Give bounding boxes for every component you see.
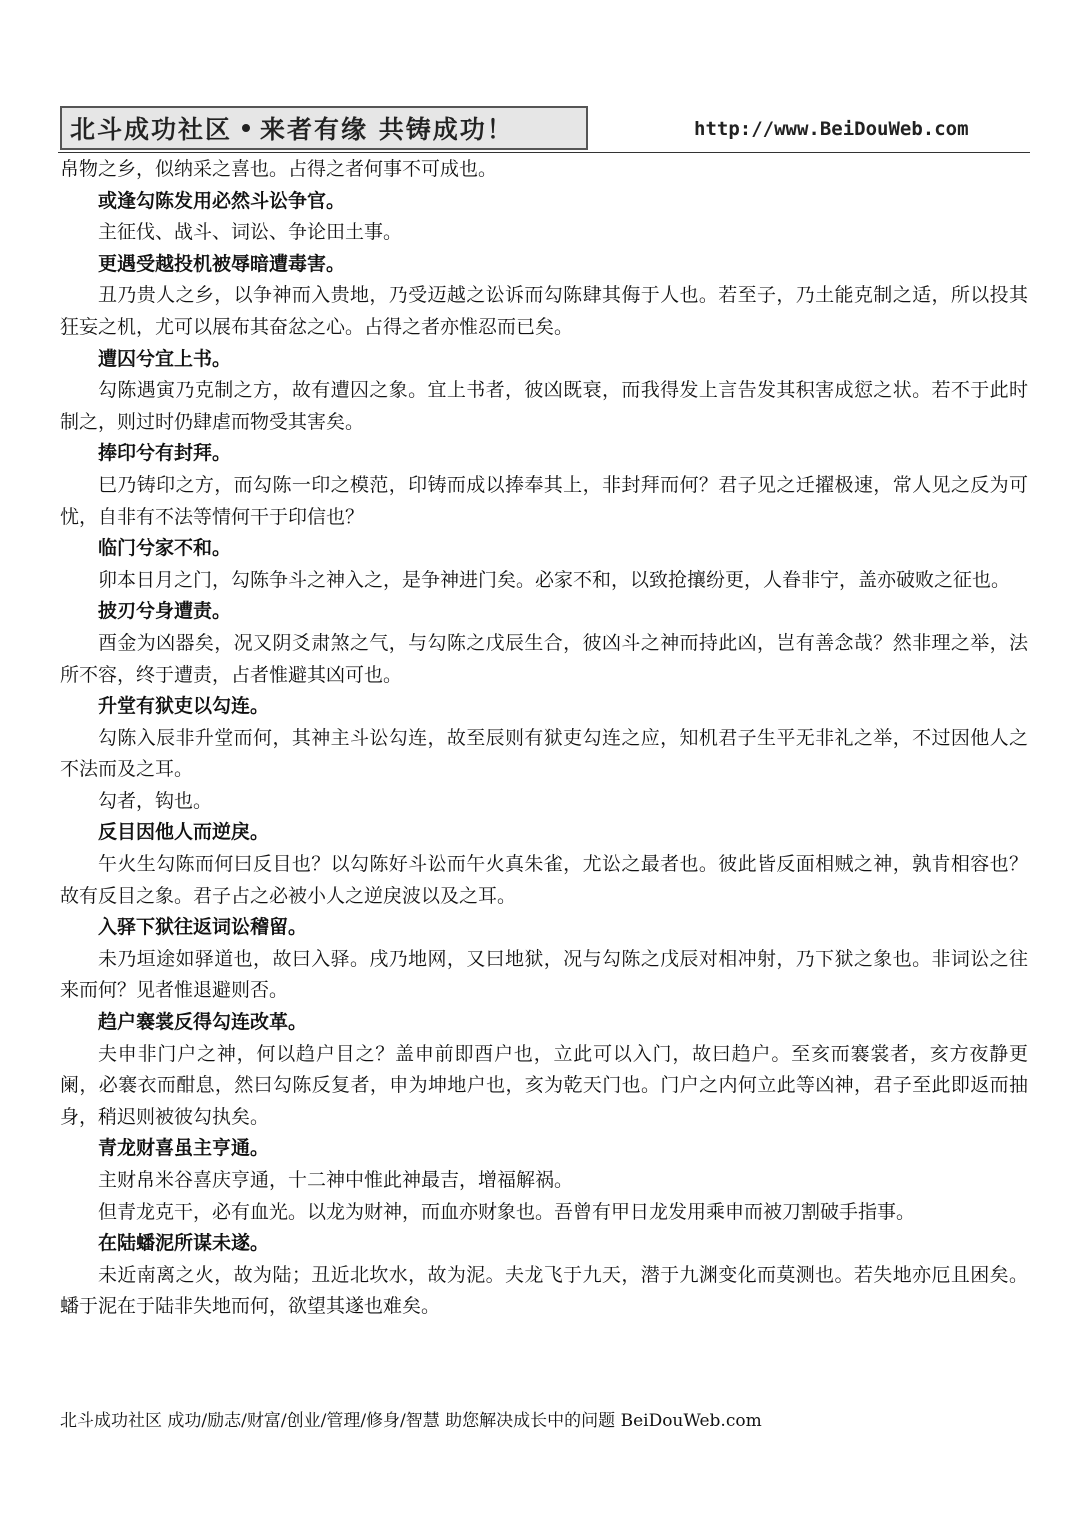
banner-site-name: 北斗成功社区 [70,115,233,144]
commentary-paragraph: 勾陈入辰非升堂而何，其神主斗讼勾连，故至辰则有狱吏勾连之应，知机君子生平无非礼之举，不过因他人之不法而及之耳。 [60,726,1028,781]
commentary-paragraph: 主征伐、战斗、词讼、争论田土事。 [98,221,403,244]
verse-heading: 临门兮家不和。 [98,537,232,560]
commentary-paragraph: 但青龙克干，必有血光。以龙为财神，而血亦财象也。吾曾有甲日龙发用乘申而被刀割破手指事。 [98,1200,916,1223]
commentary-paragraph: 未乃垣途如驿道也，故曰入驿。戌乃地网，又曰地狱，况与勾陈之戊辰对相冲射，乃下狱之象也。非词讼之往来而何？见者惟退避则否。 [60,947,1028,1002]
verse-heading: 披刃兮身遭责。 [98,600,232,623]
verse-heading: 捧印兮有封拜。 [98,442,232,465]
verse-heading: 青龙财喜虽主亨通。 [98,1137,270,1160]
verse-heading: 在陆蟠泥所谋未遂。 [98,1232,270,1255]
commentary-paragraph: 未近南离之火，故为陆；丑近北坎水，故为泥。夫龙飞于九天，潜于九渊变化而莫测也。若失地亦厄且困矣。蟠于泥在于陆非失地而何，欲望其遂也难矣。 [60,1263,1028,1318]
page-footer: 北斗成功社区 成功/励志/财富/创业/管理/修身/智慧 助您解决成长中的问题 BeiDouWeb.com [60,1411,762,1431]
verse-heading: 反目因他人而逆戾。 [98,821,270,844]
commentary-paragraph: 勾陈遇寅乃克制之方，故有遭囚之象。宜上书者，彼凶既衰，而我得发上言告发其积害成愆之状。若不于此时制之，则过时仍肆虐而物受其害矣。 [60,379,1028,433]
commentary-paragraph: 巳乃铸印之方，而勾陈一印之模范，印铸而成以捧奉其上，非封拜而何？君子见之迁擢极速，常人见之反为可忧，自非有不法等情何干于印信也？ [60,473,1028,528]
commentary-paragraph: 酉金为凶器矣，况又阴爻肃煞之气，与勾陈之戊辰生合，彼凶斗之神而持此凶，岂有善念哉？然非理之举，法所不容，终于遭责，占者惟避其凶可也。 [60,631,1028,686]
verse-heading: 趋户褰裳反得勾连改革。 [98,1011,308,1034]
header-url[interactable]: http://www.BeiDouWeb.com [694,118,969,140]
commentary-paragraph: 勾者，钩也。 [98,789,213,812]
verse-heading: 入驿下狱往返词讼稽留。 [98,916,308,939]
verse-heading: 遭囚兮宜上书。 [98,347,232,370]
commentary-paragraph: 午火生勾陈而何曰反目也？以勾陈好斗讼而午火真朱雀，尤讼之最者也。彼此皆反面相贼之神，孰肯相容也？故有反目之象。君子占之必被小人之逆戾波以及之耳。 [60,853,1028,907]
verse-heading: 升堂有狱吏以勾连。 [98,695,270,718]
text-blocks [60,186,1028,1323]
verse-heading: 更遇受越投机被辱暗遭毒害。 [98,252,346,275]
commentary-paragraph: 夫申非门户之神，何以趋户目之？盖申前即酉户也，立此可以入门，故曰趋户。至亥而褰裳者，亥方夜静更阑，必褰衣而酣息，然曰勾陈反复者，申为坤地户也，亥为乾天门也。门户之内何立此等凶神，君子至此即返而抽身，稍迟则被彼勾执矣。 [60,1042,1028,1128]
header-banner [60,106,588,150]
commentary-paragraph: 主财帛米谷喜庆亨通，十二神中惟此神最吉，增福解祸。 [98,1169,574,1191]
commentary-paragraph: 卯本日月之门，勾陈争斗之神入之，是争神进门矣。必家不和，以致抢攘纷更，人眷非宁，盖亦破败之征也。 [98,568,1011,591]
bullet-dot-icon [242,124,250,132]
banner-slogan: 来者有缘 共铸成功！ [260,115,514,144]
continued-line: 帛物之乡，似纳采之喜也。占得之者何事不可成也。 [60,158,498,180]
verse-heading: 或逢勾陈发用必然斗讼争官。 [98,189,346,212]
document-body [60,154,1028,1323]
commentary-paragraph: 丑乃贵人之乡，以争神而入贵地，乃受迈越之讼诉而勾陈肆其侮于人也。若至子，乃土能克制之适，所以投其狂妄之机，尤可以展布其奋忿之心。占得之者亦惟忍而已矣。 [60,284,1028,338]
header-rule [58,152,1030,153]
